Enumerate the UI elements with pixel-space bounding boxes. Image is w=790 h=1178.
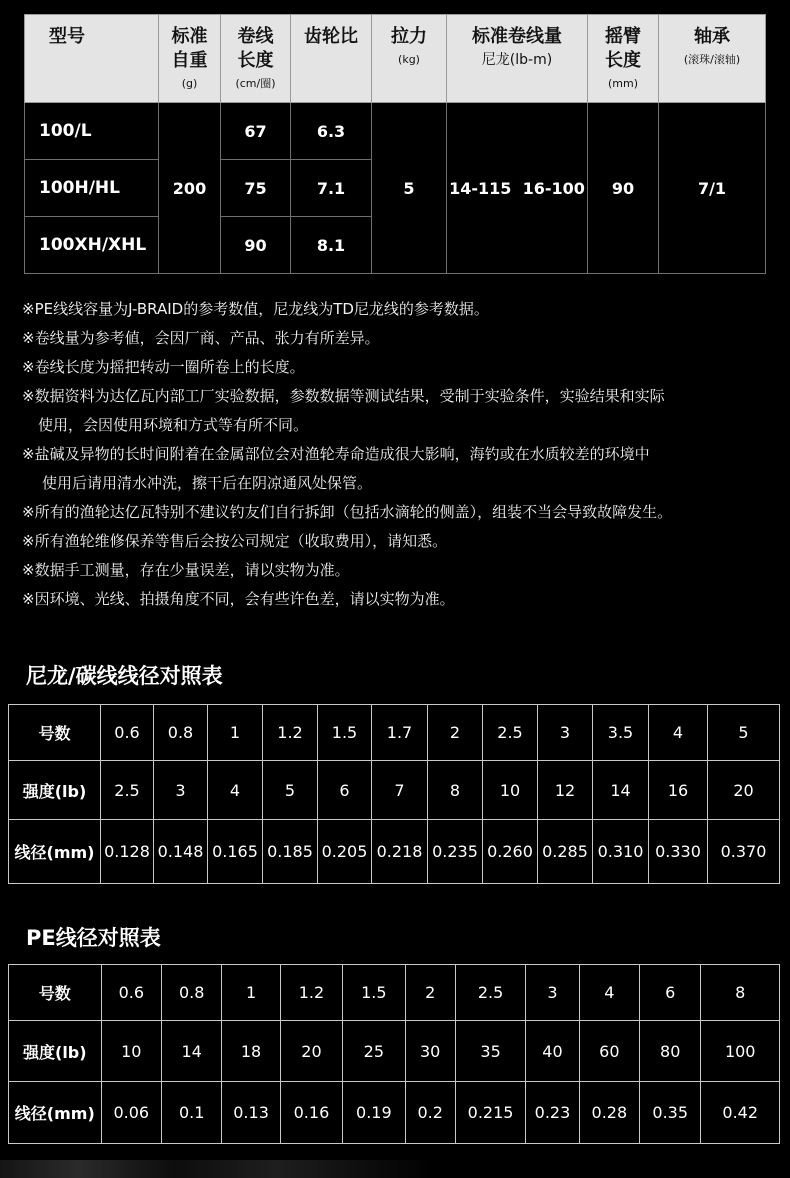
- note-item: ※PE线线容量为J-BRAID的参考数值，尼龙线为TD尼龙线的参考数据。: [22, 300, 489, 318]
- model-cell: 100/L: [25, 103, 159, 160]
- nylon-strength-row: [9, 761, 780, 820]
- model-cell: 100H/HL: [25, 160, 159, 217]
- decorative-footer-texture: [0, 1160, 790, 1178]
- line-strength-cell: 14: [161, 1021, 221, 1082]
- line-number-cell: 4: [579, 965, 639, 1021]
- line-diameter-cell: 0.185: [263, 820, 318, 884]
- spec-header-row: [25, 15, 766, 103]
- drag-cell: 5: [372, 103, 447, 274]
- header-drag: 拉力 (kg): [372, 15, 447, 103]
- line-strength-cell: 10: [483, 761, 538, 820]
- line-number-cell: 1.7: [372, 705, 428, 761]
- row-label: 强度(lb): [9, 1021, 102, 1082]
- line-number-cell: 2.5: [483, 705, 538, 761]
- pe-strength-row: [9, 1021, 780, 1082]
- line-number-cell: 2.5: [455, 965, 525, 1021]
- line-diameter-cell: 0.165: [208, 820, 263, 884]
- note-item: ※卷线量为参考値，会因厂商、产品、张力有所差异。: [22, 329, 380, 347]
- line-diameter-cell: 0.330: [649, 820, 708, 884]
- capacity-cell: 14-115 16-100: [447, 103, 588, 274]
- header-line-length-label: 卷线 长度: [237, 26, 274, 71]
- model-cell: 100XH/XHL: [25, 217, 159, 274]
- line-number-cell: 0.6: [101, 965, 161, 1021]
- line-strength-cell: 4: [208, 761, 263, 820]
- line-length-cell: 67: [221, 103, 291, 160]
- line-strength-cell: 8: [428, 761, 483, 820]
- line-diameter-cell: 0.1: [161, 1082, 221, 1144]
- header-handle-label: 摇臂 长度: [605, 26, 641, 71]
- header-gear-ratio: 齿轮比: [291, 15, 372, 103]
- line-number-cell: 6: [640, 965, 701, 1021]
- line-strength-cell: 35: [455, 1021, 525, 1082]
- line-diameter-cell: 0.2: [405, 1082, 455, 1144]
- line-diameter-cell: 0.285: [538, 820, 593, 884]
- bearings-cell: 7/1: [659, 103, 766, 274]
- line-strength-cell: 100: [701, 1021, 780, 1082]
- row-label: 强度(lb): [9, 761, 101, 820]
- gear-ratio-cell: 6.3: [291, 103, 372, 160]
- line-strength-cell: 40: [526, 1021, 579, 1082]
- line-strength-cell: 20: [280, 1021, 342, 1082]
- note-continuation: 使用后请用清水冲洗，擦干后在阴凉通风处保管。: [42, 474, 373, 492]
- handle-length-cell: 90: [588, 103, 659, 274]
- line-number-cell: 1: [222, 965, 280, 1021]
- line-length-cell: 75: [221, 160, 291, 217]
- note-item: ※数据资料为达亿瓦内部工厂实验数据，参数数据等测试结果，受制于实验条件，实验结果和实际 使用，会因使用环境和方式等有所不同。: [22, 382, 782, 440]
- nylon-line-table: [8, 704, 780, 884]
- nylon-table-title: 尼龙/碳线线径对照表: [26, 664, 223, 688]
- nylon-diameter-row: [9, 820, 780, 884]
- line-diameter-cell: 0.260: [483, 820, 538, 884]
- pe-number-row: [9, 965, 780, 1021]
- line-diameter-cell: 0.370: [708, 820, 780, 884]
- weight-cell: 200: [159, 103, 221, 274]
- spec-row: [25, 103, 766, 160]
- pe-diameter-row: [9, 1082, 780, 1144]
- row-label: 线径(mm): [9, 820, 101, 884]
- line-diameter-cell: 0.13: [222, 1082, 280, 1144]
- line-length-cell: 90: [221, 217, 291, 274]
- gear-ratio-cell: 8.1: [291, 217, 372, 274]
- line-number-cell: 1.5: [318, 705, 372, 761]
- pe-line-table: [8, 964, 780, 1144]
- header-bearings-unit: (滚珠/滚轴): [683, 53, 741, 66]
- line-strength-cell: 10: [101, 1021, 161, 1082]
- line-strength-cell: 60: [579, 1021, 639, 1082]
- line-diameter-cell: 0.16: [280, 1082, 342, 1144]
- row-label: 号数: [9, 965, 102, 1021]
- note-item: ※盐碱及异物的长时间附着在金属部位会对渔轮寿命造成很大影响，海钓或在水质较差的环境中 使用后请用清水冲洗，擦干后在阴凉通风处保管。: [22, 440, 782, 498]
- line-diameter-cell: 0.42: [701, 1082, 780, 1144]
- header-handle-length: [588, 15, 659, 103]
- line-number-cell: 3.5: [593, 705, 649, 761]
- line-strength-cell: 3: [154, 761, 208, 820]
- line-number-cell: 4: [649, 705, 708, 761]
- line-strength-cell: 12: [538, 761, 593, 820]
- header-bearings: 轴承 (滚珠/滚轴): [659, 15, 766, 103]
- header-capacity-unit: 尼龙(lb-m): [481, 52, 553, 68]
- note-continuation: 使用，会因使用环境和方式等有所不同。: [38, 416, 309, 434]
- line-strength-cell: 18: [222, 1021, 280, 1082]
- line-strength-cell: 16: [649, 761, 708, 820]
- note-item: ※所有的渔轮达亿瓦特别不建议钓友们自行拆卸（包括水滴轮的侧盖），组装不当会导致故障发生。: [22, 503, 673, 521]
- line-strength-cell: 2.5: [101, 761, 154, 820]
- line-strength-cell: 80: [640, 1021, 701, 1082]
- line-diameter-cell: 0.19: [343, 1082, 405, 1144]
- line-number-cell: 0.8: [161, 965, 221, 1021]
- line-number-cell: 1.5: [343, 965, 405, 1021]
- line-diameter-cell: 0.148: [154, 820, 208, 884]
- line-strength-cell: 7: [372, 761, 428, 820]
- line-number-cell: 8: [701, 965, 780, 1021]
- line-diameter-cell: 0.218: [372, 820, 428, 884]
- spec-table: [24, 14, 766, 274]
- line-diameter-cell: 0.128: [101, 820, 154, 884]
- line-strength-cell: 14: [593, 761, 649, 820]
- line-strength-cell: 20: [708, 761, 780, 820]
- line-strength-cell: 6: [318, 761, 372, 820]
- line-number-cell: 3: [526, 965, 579, 1021]
- header-line-length-unit: (cm/圈): [235, 77, 276, 90]
- line-number-cell: 2: [405, 965, 455, 1021]
- line-diameter-cell: 0.28: [579, 1082, 639, 1144]
- line-number-cell: 1.2: [263, 705, 318, 761]
- header-weight-unit: (g): [181, 77, 198, 90]
- note-item: ※所有渔轮维修保养等售后会按公司规定（收取费用），请知悉。: [22, 532, 448, 550]
- header-weight: [159, 15, 221, 103]
- header-handle-unit: (mm): [607, 77, 638, 90]
- line-diameter-cell: 0.205: [318, 820, 372, 884]
- line-diameter-cell: 0.23: [526, 1082, 579, 1144]
- line-number-cell: 0.8: [154, 705, 208, 761]
- line-strength-cell: 30: [405, 1021, 455, 1082]
- line-strength-cell: 5: [263, 761, 318, 820]
- note-item: ※因环境、光线、拍摄角度不同，会有些许色差，请以实物为准。: [22, 590, 455, 608]
- line-diameter-cell: 0.35: [640, 1082, 701, 1144]
- line-number-cell: 0.6: [101, 705, 154, 761]
- header-capacity: 标准卷线量 尼龙(lb-m): [447, 15, 588, 103]
- line-number-cell: 5: [708, 705, 780, 761]
- line-diameter-cell: 0.215: [455, 1082, 525, 1144]
- line-diameter-cell: 0.310: [593, 820, 649, 884]
- line-diameter-cell: 0.06: [101, 1082, 161, 1144]
- header-line-length: [221, 15, 291, 103]
- row-label: 号数: [9, 705, 101, 761]
- line-number-cell: 1: [208, 705, 263, 761]
- gear-ratio-cell: 7.1: [291, 160, 372, 217]
- header-model: 型号: [25, 15, 159, 103]
- nylon-number-row: [9, 705, 780, 761]
- header-weight-label: 标准 自重: [171, 26, 208, 71]
- notes-list: [22, 295, 782, 614]
- note-item: ※卷线长度为摇把转动一圈所卷上的长度。: [22, 358, 305, 376]
- line-strength-cell: 25: [343, 1021, 405, 1082]
- row-label: 线径(mm): [9, 1082, 102, 1144]
- header-drag-unit: (kg): [398, 53, 420, 66]
- line-number-cell: 1.2: [280, 965, 342, 1021]
- line-number-cell: 2: [428, 705, 483, 761]
- line-number-cell: 3: [538, 705, 593, 761]
- pe-table-title: PE线径对照表: [26, 926, 161, 950]
- line-diameter-cell: 0.235: [428, 820, 483, 884]
- note-item: ※数据手工测量，存在少量误差，请以实物为准。: [22, 561, 350, 579]
